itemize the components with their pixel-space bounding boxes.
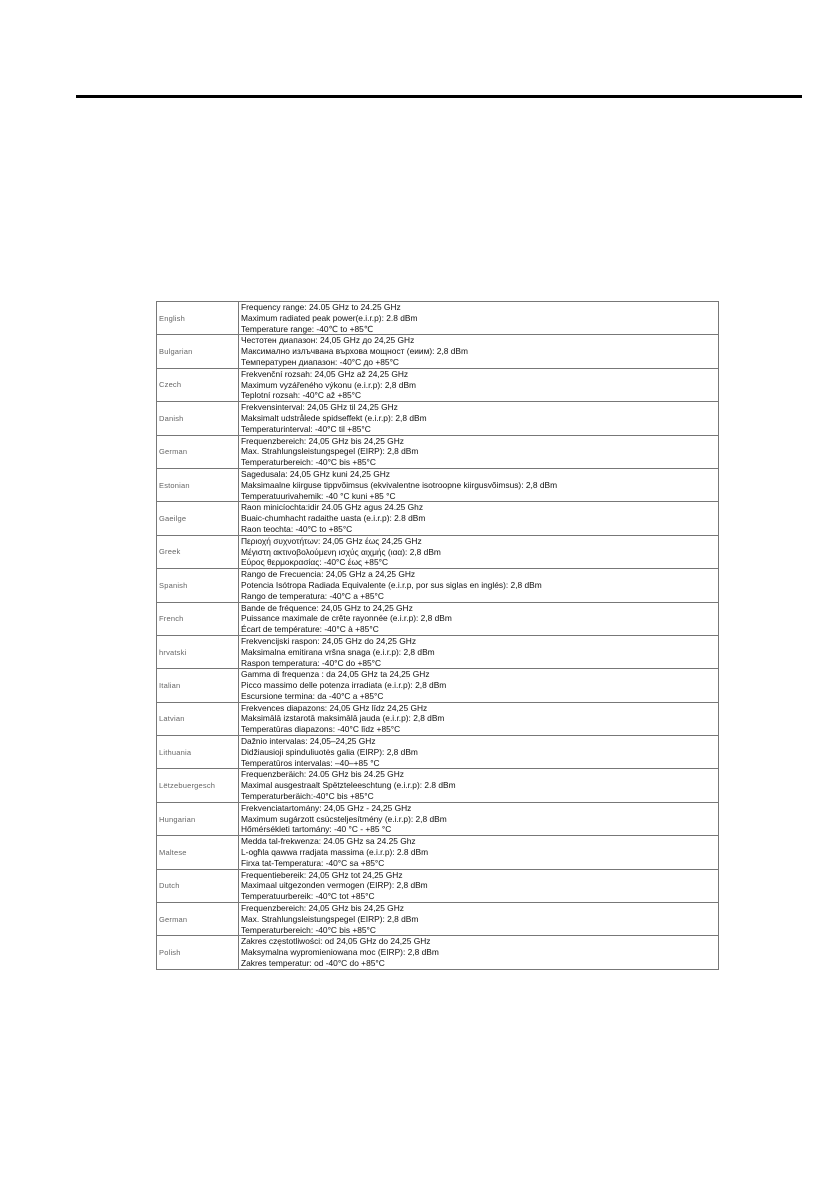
language-cell: Estonian [157,468,239,501]
language-cell: Latvian [157,702,239,735]
spec-row [157,802,719,835]
spec-line: Frekvenční rozsah: 24,05 GHz až 24,25 GHz [241,368,409,379]
spec-line: Temperatuurbereik: -40°C tot +85°C [241,891,375,902]
spec-line: Maksimalna emitirana vršna snaga (e.i.r.p): 2,8 dBm [241,646,435,657]
radio-spec-table [156,301,719,970]
spec-line: Sagedusala: 24,05 GHz kuni 24,25 GHz [241,468,390,479]
spec-line: Maximaal uitgezonden vermogen (EIRP): 2,8 dBm [241,880,428,891]
spec-line: Περιοχή συχνοτήτων: 24,05 GHz έως 24,25 GHz [241,535,422,546]
spec-line: Potencia Isótropa Radiada Equivalente (e.i.r.p, por sus siglas en inglés): 2,8 dBm [241,579,542,590]
spec-line: Maksimālā izstarotā maksimālā jauda (e.i.r.p): 2,8 dBm [241,713,445,724]
spec-line: Maximal ausgestraalt Spëtzteleeschtung (e.i.r.p): 2.8 dBm [241,780,456,791]
spec-values-cell [239,769,719,802]
spec-row [157,302,719,335]
spec-row [157,836,719,869]
spec-line: Picco massimo delle potenza irradiata (e.i.r.p): 2,8 dBm [241,680,447,691]
spec-values-cell [239,335,719,368]
spec-line: Frequenzbereich: 24,05 GHz bis 24,25 GHz [241,903,404,914]
spec-line: Teplotní rozsah: -40°C až +85°C [241,390,362,401]
spec-line: Temperaturinterval: -40°C til +85°C [241,423,371,434]
spec-values-cell [239,736,719,769]
spec-row [157,569,719,602]
spec-values-cell [239,936,719,969]
language-cell: Hungarian [157,802,239,835]
language-cell: hrvatski [157,635,239,668]
spec-line: Temperatūros intervalas: –40–+85 °C [241,757,380,768]
language-cell: German [157,903,239,936]
language-cell: Italian [157,669,239,702]
spec-line: Didžiausioji spinduliuotės galia (EIRP): 2,8 dBm [241,746,418,757]
spec-line: Frekvensinterval: 24,05 GHz til 24,25 GHz [241,402,398,413]
language-cell: Bulgarian [157,335,239,368]
spec-line: Rango de temperatura: -40°C a +85°C [241,590,384,601]
spec-values-cell [239,802,719,835]
spec-line: Εύρος θερμοκρασίας: -40°C έως +85°C [241,557,389,568]
spec-line: Temperature range: -40℃ to +85℃ [241,323,374,334]
spec-line: Максимално излъчвана върхова мощност (еиим): 2,8 dBm [241,346,468,357]
spec-values-cell [239,903,719,936]
spec-line: Frequentiebereik: 24,05 GHz tot 24,25 GHz [241,869,403,880]
spec-row [157,468,719,501]
spec-values-cell [239,535,719,568]
spec-values-cell [239,402,719,435]
spec-values-cell [239,569,719,602]
language-cell: Spanish [157,569,239,602]
spec-line: Rango de Frecuencia: 24,05 GHz a 24,25 GHz [241,569,416,580]
spec-row [157,769,719,802]
spec-line: Raon teochta: -40°C to +85°C [241,523,353,534]
spec-row [157,635,719,668]
spec-line: Frequenzberäich: 24.05 GHz bis 24.25 GHz [241,769,404,780]
spec-row [157,402,719,435]
spec-row [157,502,719,535]
language-cell: Lëtzebuergesch [157,769,239,802]
language-cell: Gaeilge [157,502,239,535]
spec-line: Hőmérsékleti tartomány: -40 °C - +85 °C [241,824,392,835]
spec-line: Frequency range: 24.05 GHz to 24.25 GHz [241,302,401,312]
spec-line: Gamma di frequenza : da 24,05 GHz ta 24,25 GHz [241,669,430,680]
spec-line: Max. Strahlungsleistungspegel (EIRP): 2,8 dBm [241,446,419,457]
spec-row [157,435,719,468]
spec-line: Maximum vyzářeného výkonu (e.i.r.p): 2,8 dBm [241,379,417,390]
spec-values-cell [239,368,719,401]
spec-values-cell [239,302,719,335]
spec-line: Escursione termina: da -40°C a +85°C [241,690,384,701]
spec-row [157,936,719,969]
spec-line: Честотен диапазон: 24,05 GHz до 24,25 GHz [241,335,415,346]
spec-row [157,669,719,702]
spec-line: Puissance maximale de crête rayonnée (e.i.r.p): 2,8 dBm [241,613,452,624]
spec-line: Temperaturbereich: -40°C bis +85°C [241,924,376,935]
spec-row [157,869,719,902]
language-cell: Danish [157,402,239,435]
spec-line: Écart de température: -40°C à +85°C [241,624,379,635]
language-cell: Czech [157,368,239,401]
language-cell: French [157,602,239,635]
language-cell: Lithuania [157,736,239,769]
spec-line: Maximum sugárzott csúcsteljesítmény (e.i.r.p): 2,8 dBm [241,813,447,824]
spec-line: Temperaturbereich: -40°C bis +85°C [241,457,376,468]
spec-line: Temperaturberäich:-40°C bis +85°C [241,791,374,802]
spec-line: Zakres częstotliwości: od 24,05 GHz do 24,25 GHz [241,936,431,947]
spec-line: Max. Strahlungsleistungspegel (EIRP): 2,8 dBm [241,913,419,924]
language-cell: German [157,435,239,468]
spec-line: L-ogħla qawwa rradjata massima (e.i.r.p): 2.8 dBm [241,847,429,858]
spec-line: Maksymalna wypromieniowana moc (EIRP): 2,8 dBm [241,947,439,958]
spec-line: Firxa tat-Temperatura: -40°C sa +85°C [241,857,385,868]
spec-row [157,736,719,769]
spec-line: Frequenzbereich: 24,05 GHz bis 24,25 GHz [241,435,404,446]
spec-line: Buaic-chumhacht radaithe uasta (e.i.r.p): 2.8 dBm [241,513,426,524]
spec-values-cell [239,836,719,869]
spec-line: Frekvences diapazons: 24,05 GHz līdz 24,25 GHz [241,702,428,713]
spec-values-cell [239,669,719,702]
spec-line: Medda tal-frekwenza: 24.05 GHz sa 24.25 Ghz [241,836,416,847]
spec-values-cell [239,502,719,535]
spec-values-cell [239,468,719,501]
spec-values-cell [239,702,719,735]
spec-row [157,602,719,635]
spec-line: Maximum radiated peak power(e.i.r.p): 2.8 dBm [241,312,418,323]
spec-line: Bande de fréquence: 24,05 GHz to 24,25 GHz [241,602,413,613]
spec-table-body [157,302,719,970]
spec-line: Frekvencijski raspon: 24,05 GHz do 24,25 GHz [241,635,417,646]
language-cell: Maltese [157,836,239,869]
spec-values-cell [239,435,719,468]
spec-row [157,368,719,401]
spec-line: Raon minicíochta:idir 24.05 GHz agus 24.25 Ghz [241,502,424,513]
spec-values-cell [239,635,719,668]
spec-values-cell [239,602,719,635]
spec-line: Zakres temperatur: od -40°C do +85°C [241,958,385,969]
spec-line: Frekvenciatartomány: 24,05 GHz - 24,25 GHz [241,802,412,813]
spec-row [157,903,719,936]
spec-line: Maksimalt udstrålede spidseffekt (e.i.r.p): 2,8 dBm [241,412,427,423]
spec-row [157,335,719,368]
spec-row [157,702,719,735]
language-cell: Dutch [157,869,239,902]
spec-line: Μέγιστη ακτινοβολούμενη ισχύς αιχμής (ιαα): 2,8 dBm [241,546,441,557]
spec-line: Temperatuurivahemik: -40 °C kuni +85 °C [241,490,396,501]
spec-line: Температурен диапазон: -40°C до +85°C [241,356,399,367]
spec-line: Maksimaalne kiirguse tippvõimsus (ekvivalentne isotroopne kiirgusvõimsus): 2,8 dBm [241,479,558,490]
spec-row [157,535,719,568]
language-cell: Greek [157,535,239,568]
language-cell: English [157,302,239,335]
spec-line: Dažnio intervalas: 24,05–24,25 GHz [241,736,376,747]
header-rule [76,95,802,98]
spec-line: Temperatūras diapazons: -40°C līdz +85°C [241,724,401,735]
spec-line: Raspon temperatura: -40°C do +85°C [241,657,382,668]
spec-values-cell [239,869,719,902]
language-cell: Polish [157,936,239,969]
